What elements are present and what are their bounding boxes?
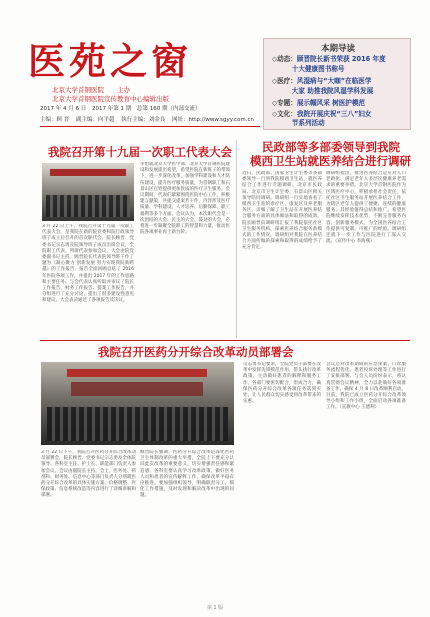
masthead (28, 40, 228, 82)
article-1-col-1: 3 月 22 日上午，我院召开第十九届一次职工代表大会，是我院在新的院党委和院行政领导班子成立后召开的首次职代会。院长顾晋、党委书记宗志勇及院领导班子成员出席会议，全院职工代表、列席代表参加会议。大会由院党委副书记主持。顾晋院长代表院领导班子作了题为《凝心聚力 创新发展 努力实现我院新跨越》的工作报告，报告全面回顾总结了 2016 年医院各项工作，并提出 2017 年的工作思路和主要任务。与会代表认真听取并审议了院长工作报告、财务工作报告、提案工作报告，并分组进行了充分讨论，提出了很多建设性意见和建议。大会表决通过了各项报告及决议。 (42, 224, 134, 304)
article-1-photo (42, 163, 134, 221)
website: 网址：http://www.sgyy.com.cn (172, 117, 254, 123)
issue-total: 总第 160 期（内部交流） (137, 106, 201, 112)
article-3-col-1: 3 月 22 日下午，我院召开医药分开综合改革动员部署会，院长顾晋、党委书记宗志勇及全体院领导、各科室主任、护士长、职能部门负责人参加会议。会议由副院长主持。会上，医务处、药剂科、财务处、信息中心等部门负责人分别就医药分开综合改革的具体实施方案、价格调整、医保政策、信息系统改造等内容进行了详细讲解和部署。 (41, 450, 136, 499)
issue-date-bar (40, 105, 260, 114)
article-2-col-1: 近日，民政部、国家卫生计生委等多部委领导一行到我院模西卫生站，就医养结合工作进行专题调研。北京市民政局、北京市卫生计生委、石景山区相关领导陪同调研。调研组一行实地查看了模西卫生站的诊疗区、康复区及养老服务区，详细了解了卫生站在开展医养结合服务方面的具体做法和取得的成效。院长顾晋向调研组汇报了我院依托社区卫生服务机构，探索医养结合服务新模式的工作情况。调研组对我院在医养结合方面所做的探索和取得的成绩给予了充分肯定。 (242, 171, 322, 251)
guide-item: ◇医疗：风湿病与“大咖”在临医学 (272, 77, 372, 85)
article-3-col-2: 顾晋院长强调，医药分开综合改革是深化医药卫生体制改革的重大举措，全院上下要充分认识此次改革的重要意义，切实增强责任感和紧迫感。各科室要认真学习改革政策，做好医务人员和患者的宣传解释工作，确保改革平稳有序推进。要加强组织领导，明确职责分工，细化工作措施，及时发现和解决改革中出现的问题。 (140, 450, 234, 499)
article-2-headline: 民政部等多部委领导到我院 (262, 140, 400, 154)
host-line-2: 北京大学首钢医院宣传教育中心编辑出版 (52, 95, 169, 103)
issue-guide-box (263, 38, 411, 130)
column-divider (236, 140, 237, 338)
article-2-col-2: 调研组指出，推进医养结合是应对人口老龄化、满足老年人多层次健康养老需求的重要举措。北京大学首钢医院作为区域医疗中心，积极承担社会责任，依托社区卫生服务站开展医养结合工作，为辖区老年人提供了便捷、连续的健康服务，其经验值得总结和推广。希望医院继续发挥技术优势，不断完善服务内容，创新服务模式，为全国医养结合工作提供可复制、可推广的经验。调研组还就下一步工作与医院进行了深入交流。（宣传中心 李海燕） (326, 171, 406, 245)
section-divider (40, 340, 410, 341)
article-1-col-2: 李怡就北京大学医学部、北京大学首钢医院建设和发展提出希望，希望医院在新班子的带领下，进一步深化改革，加强学科建设和人才队伍建设，提升医疗服务质量，为首钢职工和石景山区百姓提供更加优质的医疗卫生服务。会议期间，代表们紧紧围绕医院中心工作，积极建言献策，共提交提案若干件，内容涉及医疗质量、学科建设、人才培养、后勤保障、职工福利等多个方面。会议认为，本次职代会是一次团结的大会、民主的大会、鼓劲的大会，必将进一步凝聚全院职工的智慧和力量，推动医院各项事业再上新台阶。 (140, 162, 230, 236)
guide-item: 大家 助推我院风湿学科发展 (272, 87, 374, 95)
article-2-subheadline: 模西卫生站就医养结合进行调研 (250, 154, 411, 168)
article-3-col-4: 会议还对改革期间的应急预案、门诊服务流程优化、患者投诉处理等工作进行了安排部署。与会人员纷纷表示，将认真贯彻会议精神，全力以赴做好各项准备工作，确保 4 月 8 日改革顺利启动。目前，我院已成立医药分开综合改革领导小组和工作小组，全面启动各项准备工作。（宣教中心 王德利） (326, 362, 406, 411)
article-3-col-3: 宗志勇书记要求，全院党员干部要在改革中发挥先锋模范作用，带头执行改革政策，主动做好患者的解释和服务工作。各部门要密切配合，形成合力，确保医药分开综合改革各项任务落到实处，让人民群众切实感受到改革带来的实惠。 (243, 362, 321, 405)
issue-number: 2017 年第 1 期 (92, 106, 132, 112)
guide-item: ◇专题：展示帼风采 树医护模范 (272, 99, 366, 107)
guide-item: 十大健康图书称号 (272, 65, 345, 73)
masthead-title: 医苑之窗 (28, 39, 192, 83)
deputy-editor: 副主编：向平超 (76, 117, 115, 123)
guide-item: ◇动态：顾晋院长新书荣获 2016 年度 (272, 55, 386, 63)
article-3-headline: 我院召开医药分开综合改革动员部署会 (98, 345, 294, 359)
masthead-divider (40, 126, 260, 127)
guide-item: 节系列活动 (272, 119, 325, 127)
article-3-photo (41, 362, 234, 445)
guide-title: 本期导读 (320, 44, 355, 54)
guide-item: ◇文化：我院开展庆祝“三八”妇女 (272, 110, 372, 118)
page-footer: 第 1 版 (206, 605, 224, 611)
credits-bar (40, 116, 260, 125)
executive-editor: 执行主编：刘金良 (121, 117, 166, 123)
issue-date: 2017 年 4 月 6 日 (40, 106, 87, 112)
host-line-1: 北京大学首钢医院 主办 (52, 86, 130, 94)
chief-editor: 主编：顾 晋 (40, 117, 70, 123)
article-1-headline: 我院召开第十九届一次职工代表大会 (48, 145, 232, 159)
